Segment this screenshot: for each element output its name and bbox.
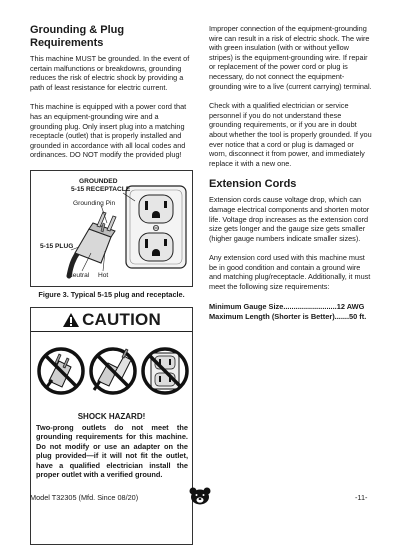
figure-caption: Figure 3. Typical 5-15 plug and receptacle. — [38, 289, 185, 299]
grounding-pin-label: Grounding Pin — [73, 199, 116, 207]
no-adapter-icon — [91, 349, 135, 393]
bear-logo-icon — [189, 487, 211, 505]
grounding-paragraph-4: Check with a qualified electrician or service personnel if you do not understand these grounding requirements, or if you are in doubt about whether the tool is properly grounded. If you ever notice that a cord or plug is damaged or worn, disconnect it from power, and immediately replace it with a new one. — [209, 101, 372, 168]
plug-label: 5-15 PLUG — [40, 242, 74, 250]
grounding-paragraph-2: This machine is equipped with a power cord that has an equipment-grounding wire and a grounding plug. Only insert plug into a matching receptacle (outlet) that is properly installed and grounded in accordance with all local codes and ordinances. DO NOT modify the provided plug! — [30, 102, 187, 160]
caution-banner — [31, 308, 192, 332]
shock-hazard-text: Two-prong outlets do not meet the grounding requirements for this machine. Do not modify or use an adapter on the plug provided—if it will not fit the outlet, have a qualified electrician install the proper outlet with a verified ground. — [36, 422, 188, 480]
receptacle-label-line1: GROUNDED — [79, 177, 118, 185]
extension-cords-heading: Extension Cords — [209, 178, 297, 191]
extension-paragraph-2: Any extension cord used with this machine must be in good condition and contain a ground wire and matching plug/receptacle. Additionally, it must meet the following size requirements: — [209, 253, 371, 292]
no-broken-ground-pin-icon — [39, 349, 83, 393]
max-length-spec: Maximum Length (Shorter is Better).......50 ft. — [209, 311, 367, 321]
footer-page-number: -11- — [355, 493, 368, 502]
receptacle-label-line2: 5-15 RECEPTACLE — [71, 185, 131, 193]
plug-figure — [30, 170, 193, 287]
neutral-label: Neutral — [68, 271, 90, 279]
footer-model: Model T32305 (Mfd. Since 08/20) — [30, 493, 139, 502]
right-column — [209, 24, 372, 322]
shock-hazard-title: SHOCK HAZARD! — [77, 411, 146, 421]
caution-box — [30, 307, 193, 545]
hot-label: Hot — [98, 271, 109, 279]
caution-title: CAUTION — [82, 309, 161, 329]
grounding-heading: Grounding & Plug Requirements — [30, 24, 125, 49]
extension-paragraph-1: Extension cords cause voltage drop, which can damage electrical components and shorten motor life. Voltage drop increases as the extension cord size gets longer and the gauge size gets smaller (higher gauge numbers indicate smaller sizes). — [209, 195, 370, 243]
prohibited-plugs-icons — [36, 336, 189, 406]
grounding-paragraph-3: Improper connection of the equipment-grounding wire can result in a risk of electric shock. The wire with green insulation (with or without yellow stripes) is the equipment-grounding wire. If repair or replacement of the power cord or plug is necessary, do not connect the equipment-grounding wire to a live (current carrying) terminal. — [209, 24, 372, 91]
min-gauge-spec: Minimum Gauge Size..........................12 AWG — [209, 301, 365, 311]
no-two-prong-outlet-icon — [143, 349, 187, 393]
grounding-paragraph-1: This machine MUST be grounded. In the event of certain malfunctions or breakdowns, grounding reduces the risk of electric shock by providing a path of least resistance for electric current. — [30, 54, 190, 92]
warning-triangle-icon — [62, 312, 80, 328]
left-column — [30, 24, 193, 545]
